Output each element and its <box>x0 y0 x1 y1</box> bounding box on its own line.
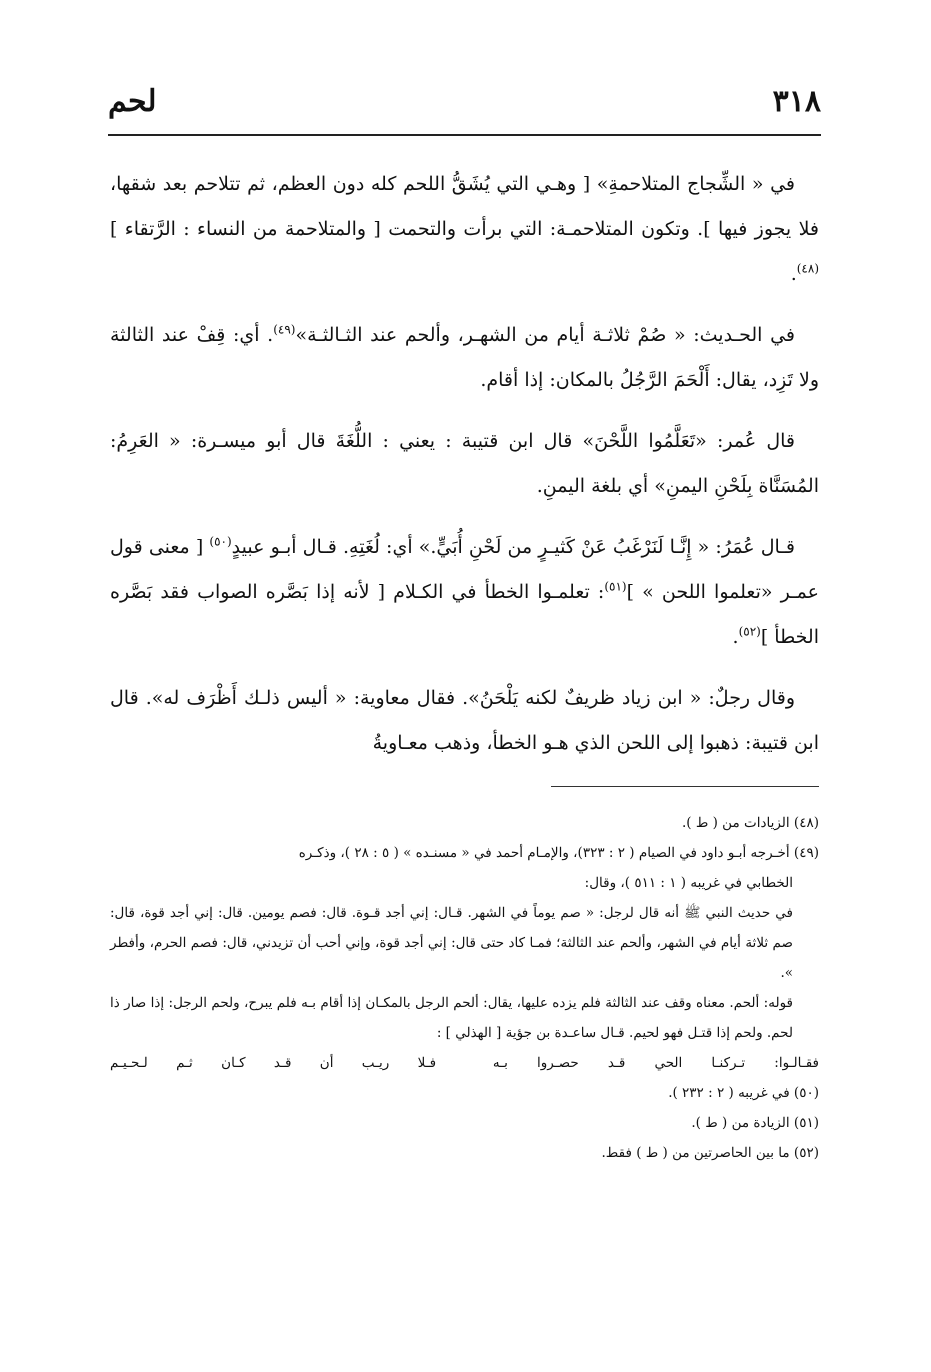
footnote-51: (٥١) الزيادة من ( ط ). <box>691 1115 819 1131</box>
footnote-ref-49: (٤٩) <box>273 322 296 337</box>
paragraph-end: . أي: قِفْ عند الثالثة ولا تَزِد، يقال: أَلْحَمَ الرَّجُلُ بالمكان: إذا أقام. <box>110 324 819 391</box>
paragraph-shijaj <box>110 162 819 297</box>
footnote-48: (٤٨) الزيادات من ( ط ). <box>682 815 819 831</box>
footnote-divider <box>551 786 819 787</box>
page-header <box>108 82 821 132</box>
paragraph-text: : تعلمـوا الخطأ في الكـلام [ لأنه إذا بَصَّره الصواب فقد بَصَّره الخطأ ] <box>110 581 819 648</box>
paragraph-text: في الحـديث: « صُمْ ثلاثـة أيام من الشهـر، وألحم عند الثـالثـة» <box>295 324 795 346</box>
paragraph-muawiya <box>110 676 819 766</box>
footnote-50: (٥٠) في غريبه ( ٢ : ٢٣٢ ). <box>668 1085 819 1101</box>
footnote-49-hadith-text: في حديث النبي ﷺ أنه قال لرجل: « صم يوماً في الشهر. قـال: إني أجد قـوة. قال: فصم يومين. قال: إني أجد قوة، قال: صم ثلاثة أيام في الشهر، وألحم عند الثالثة؛ فمـا كاد حتى قال: إني أجد قوة، وإني أحب أن تزيدني، قال: فصم الحرم، وأفطر ». <box>110 905 793 981</box>
header-divider <box>108 134 821 136</box>
verse-first-hemistich: فقـالـوا: تـركنـا الحي قـد حصـروا بـه <box>492 1055 819 1071</box>
paragraph-ubayy <box>110 525 819 660</box>
paragraph-hadith <box>110 313 819 403</box>
running-title: لحم <box>108 84 157 119</box>
paragraph-text: وقال رجلٌ: « ابن زياد ظريفٌ لكنه يَلْحَنُ». فقال معاوية: « أليس ذلـك أَظْرَف له». قال ابن قتيبة: ذهبوا إلى اللحن الذي هـو الخطأ، وذهب معـاويةُ <box>110 687 819 754</box>
paragraph-end: . <box>732 626 739 648</box>
page-number: ٣١٨ <box>772 84 821 119</box>
main-text <box>110 162 819 782</box>
paragraph-text: قال عُمر: «تَعَلَّمُوا اللَّحْنَ» قال ابن قتيبة : يعني : اللُّغَةَ قال أبو ميسـرة: « العَرِمُ: المُسَنَّاة بِلَحْنِ اليمنِ» أي بلغة اليمنِ. <box>110 430 819 497</box>
footnote-ref-51: (٥١) <box>604 579 627 594</box>
footnote-49-continued: الخطابي في غريبه ( ١ : ٥١١ )، وقال: <box>584 875 793 891</box>
paragraph-text: قـال عُمَرُ: « إِنَّـا لَنَرْغَبُ عَنْ كَثيـرٍ من لَحْنِ أُبَيٍّ.» أي: لُغَتِهِ. قـال أبـو عبيدٍ <box>231 536 795 558</box>
poetry-verse <box>110 1048 819 1078</box>
footnote-49-explanation: قوله: ألحم. معناه وقف عند الثالثة فلم يزده عليها، يقال: ألحم الرجل بالمكـان إذا أقام بـه فلم يبرح، ولحم الرجل: إذا صار ذا لحم. ولحم إذا قتـل فهو لحيم. قـال ساعـدة بن جؤية [ الهذلي ] : <box>110 995 793 1041</box>
footnote-ref-48: (٤٨) <box>796 261 819 276</box>
footnote-ref-50: (٥٠) <box>209 534 232 549</box>
paragraph-end: . <box>790 263 797 285</box>
footnote-ref-52: (٥٢) <box>738 624 761 639</box>
paragraph-umar-lahn <box>110 419 819 509</box>
footnotes <box>110 808 819 1168</box>
footnote-52: (٥٢) ما بين الحاصرتين من ( ط ) فقط. <box>601 1145 819 1161</box>
paragraph-text: في « الشِّجاج المتلاحمةِ» [ وهـي التي يُشَقُّ اللحم كله دون العظم، ثم تتلاحم بعد شقها، فلا يجوز فيها ]. وتكون المتلاحمـة: التي برأت والتحمت [ والمتلاحمة من النساء : الرَّتقاء ] <box>110 173 819 240</box>
footnote-49: (٤٩) أخـرجه أبـو داود في الصيام ( ٢ : ٣٢٣)، والإمـام أحمد في « مسنـده » ( ٥ : ٢٨ )، وذكـره <box>298 845 819 861</box>
verse-second-hemistich: فـلا ريـب أن قـد كـان ثـم لـحـيـم <box>110 1055 437 1071</box>
paragraph-text: [ معنى قول عمـر «تعلموا اللحن » ] <box>110 536 819 603</box>
